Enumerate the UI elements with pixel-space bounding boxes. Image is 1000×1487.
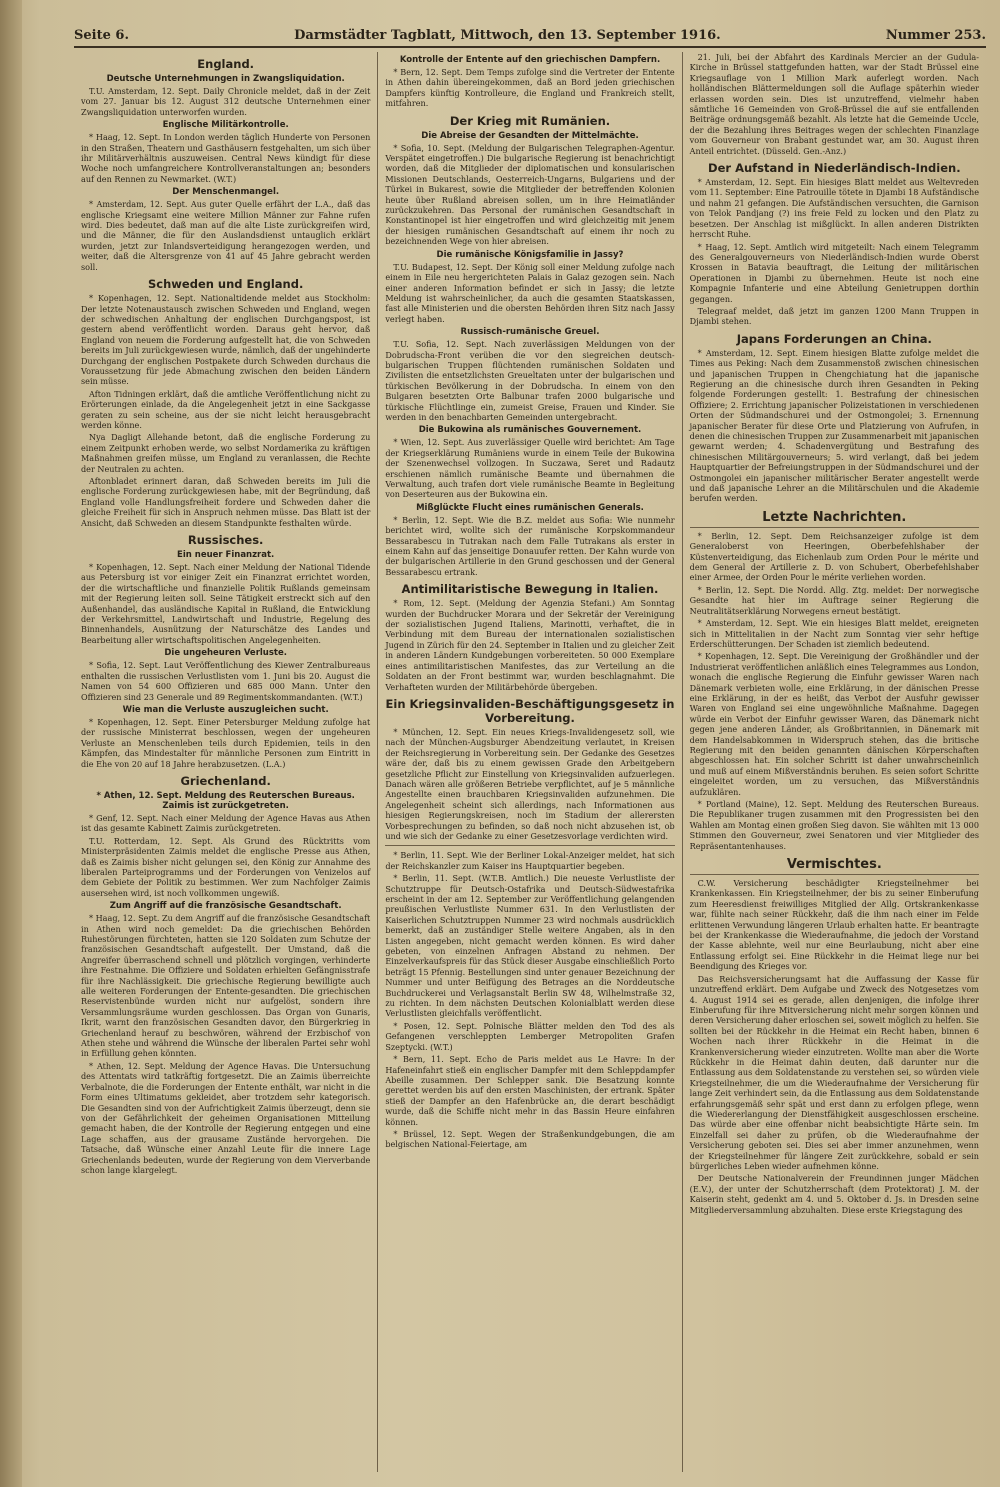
article-paragraph: * Kopenhagen, 12. Sept. Einer Petersburger Meldung zufolge hat der russische Ministerrat beschlossen, wegen der ungeheuren Verluste an Menschenleben teils durch Epidemien, teils in den Kämpfen, das Mindestalter für männliche Personen zum Eintritt in die Ehe von 20 auf 18 Jahre herabzusetzen. (L.A.): [81, 716, 371, 769]
section-heading: Der Aufstand in Niederländisch-Indien.: [708, 161, 961, 176]
article-paragraph: * Amsterdam, 12. Sept. Einem hiesigen Blatte zufolge meldet die Times aus Peking: Nach dem Zusammenstoß zwischen chinesischen und japanischen Truppen in Chengchiatung hat die japanische Regierung an die chinesische durch ihren Gesandten in Peking folgende Forderungen gestellt: 1. Bestrafung der chinesischen Offiziere; 2. Errichtung japanischer Polizeistationen in verschiedenen Orten der Südmandschurei und der Ostmongolei; 3. Ernennung japanischer Berater für diese Orte und Platzierung von Aufrufen, in denen die chinesischen Truppen zur Zusammenarbeit mit japanischen gewarnt werden; 4. Schadenvergütung und Bestrafung des chinesischen Militärgouverneurs; 5. wird verlangt, daß bei jedem Hauptquartier der Befreiungstruppen in der Südmandschurei und der Ostmongolei ein japanischer militärischer Berater angestellt werde und daß japanische Lehrer an die Militärschulen und die Akademie berufen werden.: [689, 347, 979, 504]
article-paragraph: T.U. Amsterdam, 12. Sept. Daily Chronicle meldet, daß in der Zeit vom 27. Januar bis 12. August 312 deutsche Unternehmen einer Zwangsliquidation unterworfen wurden.: [81, 86, 371, 117]
sub-heading: Die Abreise der Gesandten der Mittelmächte.: [421, 130, 639, 141]
article-paragraph: 21. Juli, bei der Abfahrt des Kardinals Mercier an der Gudula-Kirche in Brüssel stattgefunden hatten, war der Stadt Brüssel eine Kriegsauflage von 1 Million Mark auferlegt worden. Nach holländischen Blättermeldungen soll die Auflage späterhin wieder erlassen worden sein. Dies ist unzutreffend, vielmehr haben sämtliche 16 Gemeinden von Groß-Brüssel die auf sie entfallenden Beiträge ordnungsgemäß bezahlt. Als letzte hat die Gemeinde Uccle, der die Bezahlung ihres Beitrages wegen der schlechten Finanzlage vom Gouverneur von Brabant gestundet war, am 30. August ihren Anteil entrichtet. (Düsseld. Gen.-Anz.): [689, 52, 979, 156]
article-paragraph: * Kopenhagen, 12. Sept. Die Vereinigung der Großhändler und der Industrierat veröffentlichen anläßlich eines Telegrammes aus London, wonach die englische Regierung die Einfuhr gewisser Waren nach Dänemark verbieten wolle, eine Erklärung, in der dänischen Presse eine Erklärung, in der es heißt, das Verbot der Ausfuhr gewisser Waren von England sei eine ungewöhnliche Maßnahme. Dagegen würde ein Verbot der Einfuhr gewisser Waren, das Dänemark nicht gegen jene anderen Länder, als Großbritannien, in Dänemark mit dem Handelsabkommen in Widerspruch stehen, das die britische Regierung mit den beiden genannten dänischen Körperschaften abgeschlossen hat. Ein solcher Schritt ist daher unwahrscheinlich und muß auf einem Mißverständnis beruhen. Es seien sofort Schritte eingeleitet worden, um zu versuchen, das Mißverständnis aufzuklären.: [689, 651, 979, 797]
article-paragraph: T.U. Rotterdam, 12. Sept. Als Grund des Rücktritts vom Ministerpräsidenten Zaimis meldet die englische Presse aus Athen, daß es Zaimis bisher nicht gelungen sei, den König zur Annahme des liberalen Parteiprogramms und der Forderungen von Venizelos auf dem Gebiete der Politik zu bestimmen. Wer zum Nachfolger Zaimis ausersehen wird, ist noch vollkommen ungewiß.: [81, 835, 371, 898]
article-paragraph: * Sofia, 10. Sept. (Meldung der Bulgarischen Telegraphen-Agentur. Verspätet eingetroffen.) Die bulgarische Regierung ist benachrichtigt worden, daß die Mitglieder der diplomatischen und konsularischen Missionen Deutschlands, Oesterreich-Ungarns, Bulgariens und der Türkei in Bukarest, sowie die Mitglieder der betreffenden Kolonien heute über Rußland abreisen sollen, um in ihre Heimatländer zurückzukehren. Das Personal der rumänischen Gesandtschaft in Konstantinopel ist hier eingetroffen und wird gleichzeitig mit jenem der hiesigen rumänischen Gesandtschaft auf einem ihr noch zu bezeichnenden Wege von hier abreisen.: [385, 142, 675, 247]
column-1: [74, 52, 378, 1472]
article-paragraph: * Berlin, 12. Sept. Wie die B.Z. meldet aus Sofia: Wie nunmehr berichtet wird, wollte sich der rumänische Korpskommandeur Bessarabescu in Tutrakan nach dem Falle Tutrakans als erster in einem Kahn auf das jenseitige Donauufer retten. Der Kahn wurde von der bulgarischen Artillerie in den Grund geschossen und der General Bessarabescu ertrank.: [385, 514, 675, 577]
article-paragraph: T.U. Sofia, 12. Sept. Nach zuverlässigen Meldungen von der Dobrudscha-Front verüben die vor den siegreichen deutsch-bulgarischen Truppen flüchtenden rumänischen Soldaten und Zivilisten die entsetzlichsten Greueltaten unter der bulgarischen und türkischen Bevölkerung in der Dobrudscha. In einem von den Bulgaren besetzten Orte Balbunar trafen 2000 bulgarische und türkische Flüchtlinge ein, zumeist Greise, Frauen und Kinder. Sie werden in den benachbarten Gemeinden untergebracht.: [385, 339, 675, 422]
article-paragraph: * Berlin, 12. Sept. Dem Reichsanzeiger zufolge ist dem Generaloberst von Heeringen, Oberbefehlshaber der Küstenverteidigung, das Eichenlaub zum Orden Pour le mérite und dem General der Artillerie z. D. von Schubert, Oberbefehlshaber einer Armee, der Orden Pour le mérite verliehen worden.: [689, 530, 979, 583]
section-heading: Schweden und England.: [148, 277, 304, 292]
sub-heading: Englische Militärkontrolle.: [162, 120, 289, 131]
section-heading: Russisches.: [187, 533, 264, 548]
article-paragraph: * München, 12. Sept. Ein neues Kriegs-Invalidengesetz soll, wie nach der München-Augsburger Abendzeitung verlautet, in Kreisen der Reichsregierung in Vorbereitung sein. Der Gedanke des Gesetzes wäre der, daß bis zu einem gewissen Grade den Arbeitgebern gesetzliche Pflicht zur Einstellung von Kriegsinvaliden aufzuerlegen. Danach wären alle größeren Betriebe verpflichtet, auf je 5 männliche Angestellte einen brauchbaren Kriegsinvaliden aufzunehmen. Die Angelegenheit scheint sich allerdings, nach Informationen aus hiesigen Regierungskreisen, noch im Stadium der allerersten Vorbesprechungen zu befinden, so daß noch nicht abzusehen ist, ob und wie sich der Gedanke zu einer Gesetzesvorlage verdichten wird.: [385, 726, 675, 841]
column-3: [683, 52, 986, 1472]
article-paragraph: * Bern, 11. Sept. Echo de Paris meldet aus Le Havre: In der Hafeneinfahrt stieß ein englischer Dampfer mit dem Schleppdampfer Abeille zusammen. Der Schlepper sank. Die Besatzung konnte gerettet werden bis auf den ersten Maschinisten, der ertrank. Später stieß der Dampfer an den Hafenbrücke an, die derart beschädigt wurde, daß die Schiffe nicht mehr in das Bassin Heure einfahren können.: [385, 1054, 675, 1127]
article-paragraph: * Kopenhagen, 12. Sept. Nach einer Meldung der National Tidende aus Petersburg ist vor einiger Zeit ein Finanzrat errichtet worden, der die wirtschaftliche und finanzielle Politik Rußlands gemeinsam mit der Regierung leiten soll. Seine Tätigkeit erstreckt sich auf den Außenhandel, das ausländische Kapital in Rußland, die Entwicklung der Verkehrsmittel, Landwirtschaft und Industrie, Regelung des Binnenhandels, Ausnützung der Naturschätze des Landes und Bearbeitung aller wirtschaftspolitischen Angelegenheiten.: [81, 562, 371, 645]
sub-heading: Mißglückte Flucht eines rumänischen Generals.: [416, 502, 644, 513]
article-paragraph: * Haag, 12. Sept. Amtlich wird mitgeteilt: Nach einem Telegramm des Generalgouverneurs von Niederländisch-Indien wurde Oberst Krossen in Batavia beauftragt, die Leitung der militärischen Operationen in Djambi zu übernehmen. Heute ist noch eine Kompagnie Infanterie und eine Abteilung Genietruppen dorthin gegangen.: [689, 241, 979, 304]
article-paragraph: * Genf, 12. Sept. Nach einer Meldung der Agence Havas aus Athen ist das gesamte Kabinett Zaimis zurückgetreten.: [81, 812, 371, 834]
sub-heading: Die rumänische Königsfamilie in Jassy?: [436, 249, 624, 260]
article-paragraph: * Amsterdam, 12. Sept. Aus guter Quelle erfährt der L.A., daß das englische Kriegsamt eine weitere Million Männer zur Fahne rufen wird. Dies bedeutet, daß man auf die alte Liste zurückgreifen wird, und die Männer, die für den Auslandsdienst untauglich erklärt wurden, jetzt zur Inlandsverteidigung herangezogen werden, und weiter, daß die Altersgrenze von 41 auf 45 Jahre gebracht werden soll.: [81, 199, 371, 272]
sub-heading: Russisch-rumänische Greuel.: [460, 327, 600, 338]
section-heading: England.: [197, 57, 255, 71]
sub-heading: Wie man die Verluste auszugleichen sucht.: [122, 704, 329, 715]
article-paragraph: * Sofia, 12. Sept. Laut Veröffentlichung des Kiewer Zentralbureaus enthalten die russischen Verlustlisten vom 1. Juni bis 20. August die Namen von 54 600 Offizieren und 685 000 Mann. Unter den Offizieren sind 23 Generale und 89 Regimentskommandanten. (W.T.): [81, 660, 371, 702]
masthead-date: Darmstädter Tagblatt, Mittwoch, den 13. September 1916.: [294, 28, 721, 43]
section-heading: Griechenland.: [180, 773, 271, 788]
sub-heading: Die ungeheuren Verluste.: [164, 648, 287, 659]
sub-heading: Die Bukowina als rumänisches Gouvernement.: [418, 425, 642, 436]
sub-heading: Deutsche Unternehmungen in Zwangsliquidation.: [106, 74, 345, 84]
column-2: [378, 52, 682, 1472]
article-paragraph: * Haag, 12. Sept. Zu dem Angriff auf die französische Gesandtschaft in Athen wird noch gemeldet: Da die griechischen Behörden Ruhestörungen fürchteten, hatten sie 120 Soldaten zum Schutze der französischen Gesandtschaft aufgestellt. Der Umstand, daß die Angreifer überraschend schnell und plötzlich vorgingen, verhinderte ihre Festnahme. Die Offiziere und Soldaten erhielten Gefängnisstrafe für ihre Nachlässigkeit. Die griechische Regierung bewilligte auch alle weiteren Forderungen der Entente-gesandten. Die griechischen Reservistenbünde wurden nicht nur aufgelöst, sondern ihre Versammlungsräume wurden geschlossen. Das Organ von Gunaris, Ikrit, warnt den französischen Gesandten davor, den Bürgerkrieg in Griechenland herauf zu beschwören, während der Erzbischof von Athen stehe und während die Wünsche der liberalen Partei sehr wohl in Erfüllung gehen könnten.: [81, 913, 371, 1059]
article-paragraph: * Brüssel, 12. Sept. Wegen der Straßenkundgebungen, die am belgischen National-Feiertage, am: [385, 1128, 675, 1150]
article-columns: [74, 52, 986, 1472]
sub-heading: Der Menschenmangel.: [172, 187, 280, 198]
major-heading: Vermischtes.: [690, 857, 979, 875]
major-heading: Letzte Nachrichten.: [690, 510, 979, 528]
article-paragraph: * Rom, 12. Sept. (Meldung der Agenzia Stefani.) Am Sonntag wurden der Buchdrucker Morara und der Sekretär der Vereinigung der sozialistischen Jugend Italiens, Marinotti, verhaftet, die in Verbindung mit dem Bureau der internationalen sozialistischen Jugend in Zürich für den 24. September in Italien und zu gleicher Zeit in anderen Ländern Kundgebungen vorbereiteten. 50 000 Exemplare eines antimilitaristischen Manifestes, das zur Verteilung an die Soldaten an der Front bestimmt war, wurden beschlagnahmt. Die Verhafteten wurden der Militärbehörde übergeben.: [385, 598, 675, 692]
sub-heading: Kontrolle der Entente auf den griechischen Dampfern.: [399, 55, 661, 65]
article-paragraph: * Bern, 12. Sept. Dem Temps zufolge sind die Vertreter der Entente in Athen dahin übereingekommen, daß an Bord jeden griechischen Dampfers künftig Kontrolleure, die England und Frankreich stellt, mitfahren.: [385, 67, 675, 109]
article-paragraph: * Amsterdam, 12. Sept. Wie ein hiesiges Blatt meldet, ereigneten sich in Mittelitalien in der Nacht zum Sonntag vier sehr heftige Erderschütterungen. Der Schaden ist ziemlich bedeutend.: [689, 618, 979, 649]
article-paragraph: * Kopenhagen, 12. Sept. Nationaltidende meldet aus Stockholm: Der letzte Notenaustausch zwischen Schweden und England, wegen der schwedischen Anhaltung der englischen Durchgangspost, ist gestern abend veröffentlicht worden. Daraus geht hervor, daß England von neuem die Forderung aufgestellt hat, die von Schweden bereits im Juli zurückgewiesen wurde, nämlich, daß der ungehinderte Durchgang der englischen Postpakete durch Schweden durchaus die Voraussetzung für jede Abmachung zwischen den beiden Ländern sein müsse.: [81, 293, 371, 387]
issue-number: Nummer 253.: [885, 28, 986, 43]
section-heading: Japans Forderungen an China.: [736, 331, 932, 346]
article-paragraph: * Athen, 12. Sept. Meldung der Agence Havas. Die Untersuchung des Attentats wird tatkräftig fortgesetzt. Die an Zaimis überreichte Verbalnote, die die Forderungen der Entente enthält, war nicht in die Form eines Ultimatums gekleidet, aber trotzdem sehr kategorisch. Die Gesandten sind von der Aufrichtigkeit Zaimis überzeugt, denn sie von der Gefährlichkeit der geheimen Organisationen Mitteilung gemacht haben, die der Kontrolle der Regierung entgegen und eine Lage schaffen, aus der grausame Zustände hervorgehen. Die Tatsache, daß Wünsche einer Anzahl Leute für die innere Lage Griechenlands bedeuten, wurde der Regierung von dem Vierverbande schon lange klargelegt.: [81, 1060, 371, 1175]
article-paragraph: * Berlin, 11. Sept. (W.T.B. Amtlich.) Die neueste Verlustliste der Schutztruppe für Deutsch-Ostafrika und Deutsch-Südwestafrika erscheint in der am 12. September zur Veröffentlichung gelangenden preußischen Verlustliste Nummer 631. In den Verlustlisten der Kaiserlichen Schutztruppen Nummer 23 wird nochmals ausdrücklich bemerkt, daß an zuständiger Stelle weitere Angaben, als in den Listen angegeben, nicht gemacht werden können. Es wird daher gebeten, von einzelnen Anfragen Abstand zu nehmen. Der Einzelverkaufspreis für das Stück dieser Ausgabe einschließlich Porto beträgt 15 Pfennig. Bestellungen sind unter genauer Bezeichnung der Nummer und unter Beifügung des Betrages an die Norddeutsche Buchdruckerei und Verlagsanstalt Berlin SW 48, Wilhelmstraße 32, zu richten. In dem nächsten Deutschen Kolonialblatt werden diese Verlustlisten gleichfalls veröffentlicht.: [385, 873, 675, 1019]
article-paragraph: * Berlin, 11. Sept. Wie der Berliner Lokal-Anzeiger meldet, hat sich der Reichskanzler zum Kaiser ins Hauptquartier begeben.: [385, 850, 675, 871]
page-number: Seite 6.: [74, 28, 129, 43]
article-paragraph: * Portland (Maine), 12. Sept. Meldung des Reuterschen Bureaus. Die Republikaner trugen zusammen mit den Progressisten bei den Wahlen am Montag einen großen Sieg davon. Sie wählten mit 13 000 Stimmen den Gouverneur, zwei Senatoren und vier Mitglieder des Repräsentantenhauses.: [689, 799, 979, 851]
section-heading: Der Krieg mit Rumänien.: [449, 113, 611, 128]
section-heading: Antimilitaristische Bewegung in Italien.: [401, 582, 659, 597]
article-paragraph: * Amsterdam, 12. Sept. Ein hiesiges Blatt meldet aus Weltevreden vom 11. September: Eine Patrouille tötete in Djambi 18 Aufständische und nahm 21 gefangen. Die Aufständischen versuchten, die Garnison von Telok Pandjang (?) ins freie Feld zu locken und den Platz zu besetzen. Der Anschlag ist mißglückt. In allen anderen Distrikten herrscht Ruhe.: [689, 177, 979, 240]
article-paragraph: T.U. Budapest, 12. Sept. Der König soll einer Meldung zufolge nach einem in Eile neu hergerichteten Palais in Galaz gezogen sein. Nach einer anderen Information befindet er sich in Jassy; die letzte Meldung ist wahrscheinlicher, da auch die gesamten Staatskassen, fast alle Ministerien und die obersten Behörden ihren Sitz nach Jassy verlegt haben.: [385, 261, 675, 324]
sub-heading: Ein neuer Finanzrat.: [177, 550, 275, 561]
article-paragraph: Aftonbladet erinnert daran, daß Schweden bereits im Juli die englische Forderung zurückgewiesen habe, mit der Begründung, daß England volle Handlungsfreiheit fordere und Schweden daher die gleiche Freiheit für sich in Anspruch nehmen müsse. Das Blatt ist der Ansicht, daß Schweden an diesem Standpunkte festhalten würde.: [81, 476, 371, 528]
article-paragraph: * Posen, 12. Sept. Polnische Blätter melden den Tod des als Gefangenen verschleppten Lemberger Metropoliten Grafen Szeptycki. (W.T.): [385, 1020, 675, 1052]
article-paragraph: * Berlin, 12. Sept. Die Nordd. Allg. Ztg. meldet: Der norwegische Gesandte hat hier im Auftrage seiner Regierung die Neutralitätserklärung Norwegens erneut bestätigt.: [689, 584, 979, 616]
sub-heading: Zum Angriff auf die französische Gesandtschaft.: [109, 901, 342, 912]
column-rule: [385, 845, 674, 846]
article-paragraph: * Wien, 12. Sept. Aus zuverlässiger Quelle wird berichtet: Am Tage der Kriegserklärung Rumäniens wurde in einem Teile der Bukowina der Szenenwechsel vollzogen. In Suczawa, Seret und Radautz erschienen nämlich rumänische Beamte und übernahmen die Verwaltung, auch trafen dort viele rumänische Beamte in Begleitung von Deserteuren aus der Bukowina ein.: [385, 437, 675, 500]
page-header: [74, 28, 986, 48]
article-paragraph: Nya Dagligt Allehande betont, daß die englische Forderung zu einem Zeitpunkt erhoben werde, wo selbst Nordamerika zu kräftigen Maßnahmen greifen müsse, um England zu veranlassen, die Rechte der Neutralen zu achten.: [81, 432, 371, 474]
article-paragraph: C.W. Versicherung beschädigter Kriegsteilnehmer bei Krankenkassen. Ein Kriegsteilnehmer, der bis zu seiner Einberufung zum Heeresdienst freiwilliges Mitglied der Allg. Ortskrankenkasse war, fühlte nach seiner Rückkehr, daß die ihm nach einer im Felde erlittenen Verwundung längeren Urlaub erhalten hatte. Er beantragte bei der Krankenkasse die Wiederaufnahme, die jedoch der Vorstand der Kasse ablehnte, weil nur eine Beurlaubung, nicht aber eine Entlassung erfolgt sei. Eine Rückkehr in die Heimat liege nur bei Beendigung des Krieges vor.: [689, 878, 979, 972]
section-heading: Ein Kriegsinvaliden-Beschäftigungsgesetz in Vorbereitung.: [385, 696, 675, 725]
article-paragraph: Telegraaf meldet, daß jetzt im ganzen 1200 Mann Truppen in Djambi stehen.: [689, 305, 979, 327]
article-paragraph: Das Reichsversicherungsamt hat die Auffassung der Kasse für unzutreffend erklärt. Dem Aufgabe und Zweck des Notgesetzes vom 4. August 1914 sei es gerade, allen denjenigen, die infolge ihrer Einberufung für ihre Mitversicherung nicht mehr sorgen können und deren Versicherung daher erloschen sei, soweit möglich zu helfen. Sie sollten bei der Rückkehr in die Heimat ein Recht haben, binnen 6 Wochen nach ihrer Rückkehr in die Heimat in die Krankenversicherung wieder einzutreten. Wollte man aber die Worte Rückkehr in die Heimat dahin deuten, daß darunter nur die Entlassung aus dem Soldatenstande zu verstehen sei, so würden viele Kriegsteilnehmer, die um die Wiederaufnahme der Versicherung für lange Zeit verhindert sein, da die Entlassung aus dem Soldatenstande erfahrungsgemäß sehr spät und erst dann zu erfolgen pflege, wenn die Wiedererlangung der Dienstfähigkeit ausgeschlossen erscheine. Das würde aber eine offenbar nicht beabsichtigte Härte sein. Im Einzelfall sei daher zu prüfen, ob die Wiederaufnahme der Versicherung geboten sei. Dies sei aber immer anzunehmen, wenn der Kriegsteilnehmer für längere Zeit zurückkehre, sobald er sein bürgerliches Leben wieder aufnehmen könne.: [689, 973, 979, 1171]
article-paragraph: Der Deutsche Nationalverein der Freundinnen junger Mädchen (E.V.), der unter der Schutzherrschaft (dem Protektorat) J. M. der Kaiserin steht, gedenkt am 4. und 5. Oktober d. Js. in Dresden seine Mitgliederversammlung abzuhalten. Diese erste Kriegstagung des: [689, 1173, 979, 1215]
sub-heading: * Athen, 12. Sept. Meldung des Reuterschen Bureaus. Zaimis ist zurückgetreten.: [96, 790, 355, 811]
article-paragraph: * Haag, 12. Sept. In London werden täglich Hunderte von Personen in den Straßen, Theatern und Gasthäusern festgehalten, um sich über ihr Militärverhältnis auszuweisen. Central News kündigt für diese Woche noch umfangreichere Kontrollveranstaltungen an; besonders auf den Rennen zu Newmarket. (W.T.): [81, 132, 371, 184]
article-paragraph: Afton Tidningen erklärt, daß die amtliche Veröffentlichung nicht zu Erörterungen einlade, da die Angelegenheit jetzt in eine Sackgasse geraten zu sein scheine, aus der sie nicht leicht herausgebracht werden könne.: [81, 388, 371, 430]
